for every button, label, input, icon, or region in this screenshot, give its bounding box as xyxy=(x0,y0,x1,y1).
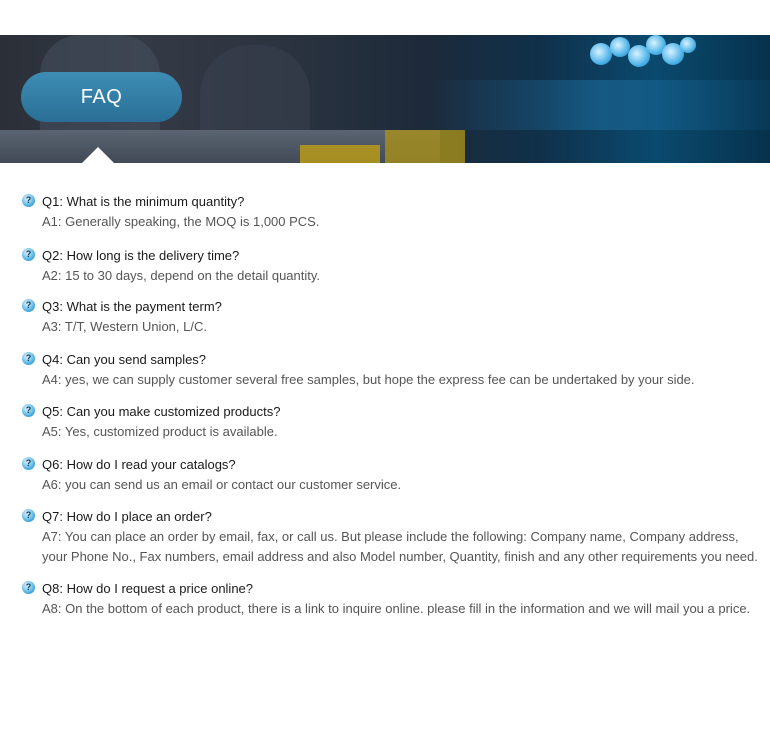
faq-question: Q7: How do I place an order? xyxy=(42,509,212,524)
faq-question: Q6: How do I read your catalogs? xyxy=(42,456,236,472)
faq-question: Q5: Can you make customized products? xyxy=(42,404,281,419)
faq-answer: A3: T/T, Western Union, L/C. xyxy=(42,319,207,334)
question-icon: ? xyxy=(22,457,35,470)
faq-answer: A5: Yes, customized product is available. xyxy=(42,424,278,439)
faq-answer: A2: 15 to 30 days, depend on the detail quantity. xyxy=(42,267,321,283)
banner-pointer xyxy=(82,147,114,163)
faq-item xyxy=(22,581,762,619)
faq-item xyxy=(22,509,762,566)
banner-photo-bin xyxy=(385,130,465,163)
faq-item xyxy=(22,352,762,390)
faq-item xyxy=(22,299,762,337)
faq-question: Q1: What is the minimum quantity? xyxy=(42,194,245,209)
question-icon: ? xyxy=(22,509,35,522)
faq-question: Q8: How do I request a price online? xyxy=(42,581,254,596)
question-icon: ? xyxy=(22,194,35,207)
faq-item xyxy=(22,194,762,232)
banner-bubbles xyxy=(582,35,702,63)
faq-title: FAQ xyxy=(21,72,182,122)
faq-list xyxy=(22,194,762,619)
faq-item xyxy=(22,248,762,286)
question-icon: ? xyxy=(22,299,35,312)
faq-answer: A7: You can place an order by email, fax, or call us. But please include the following: Company name, Company address, your Phone No., Fax numbers, email address and also Model number, Quantity, finish and any other requirements you need. xyxy=(42,529,758,564)
faq-item xyxy=(22,404,762,442)
question-icon: ? xyxy=(22,404,35,417)
banner-light-streak xyxy=(430,80,770,130)
faq-question: Q4: Can you send samples? xyxy=(42,351,207,367)
question-icon: ? xyxy=(22,352,35,365)
faq-answer: A4: yes, we can supply customer several free samples, but hope the express fee can be undertaked by your side. xyxy=(42,371,695,387)
question-icon: ? xyxy=(22,248,35,261)
faq-answer: A6: you can send us an email or contact our customer service. xyxy=(42,476,402,492)
question-icon: ? xyxy=(22,581,35,594)
faq-question: Q3: What is the payment term? xyxy=(42,299,222,314)
faq-answer: A8: On the bottom of each product, there is a link to inquire online. please fill in the information and we will mail you a price. xyxy=(42,601,751,616)
banner-photo-bin xyxy=(300,145,380,163)
faq-answer: A1: Generally speaking, the MOQ is 1,000 PCS. xyxy=(42,214,320,229)
faq-item xyxy=(22,457,762,495)
faq-question: Q2: How long is the delivery time? xyxy=(42,247,240,263)
